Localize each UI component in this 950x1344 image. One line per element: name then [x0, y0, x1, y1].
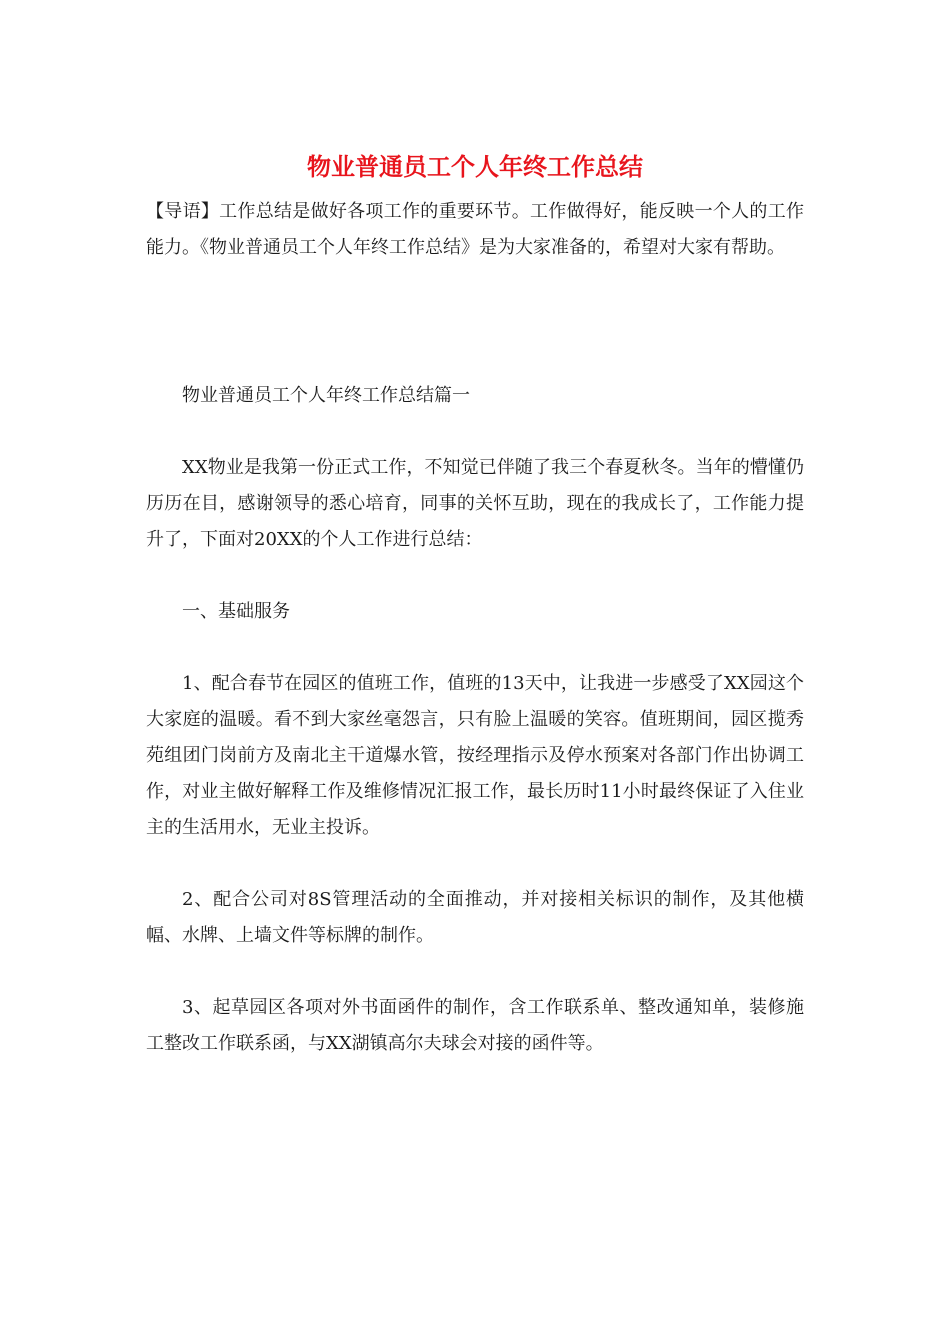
subsection-heading-basic-service: 一、基础服务 [182, 601, 290, 622]
list-item-1: 1、配合春节在园区的值班工作，值班的13天中，让我进一步感受了XX园这个大家庭的温暖。看不到大家丝毫怨言，只有脸上温暖的笑容。值班期间，园区揽秀苑组团门岗前方及南北主干道爆水管，按经理指示及停水预案对各部门作出协调工作，对业主做好解释工作及维修情况汇报工作，最长历时11小时最终保证了入住业主的生活用水，无业主投诉。 [146, 673, 804, 838]
document-title: 物业普通员工个人年终工作总结 [307, 152, 643, 181]
document-body [146, 194, 804, 1062]
list-item-2: 2、配合公司对8S管理活动的全面推动，并对接相关标识的制作，及其他横幅、水牌、上墙文件等标牌的制作。 [146, 889, 804, 946]
intro-paragraph: 【导语】工作总结是做好各项工作的重要环节。工作做得好，能反映一个人的工作能力。《物业普通员工个人年终工作总结》是为大家准备的，希望对大家有帮助。 [146, 201, 804, 258]
section-heading: 物业普通员工个人年终工作总结篇一 [182, 385, 470, 406]
list-item-3: 3、起草园区各项对外书面函件的制作，含工作联系单、整改通知单，装修施工整改工作联系函，与XX湖镇高尔夫球会对接的函件等。 [146, 997, 804, 1054]
body-paragraph-1: XX物业是我第一份正式工作，不知觉已伴随了我三个春夏秋冬。当年的懵懂仍历历在目，感谢领导的悉心培育，同事的关怀互助，现在的我成长了，工作能力提升了，下面对20XX的个人工作进行总结： [146, 457, 804, 550]
